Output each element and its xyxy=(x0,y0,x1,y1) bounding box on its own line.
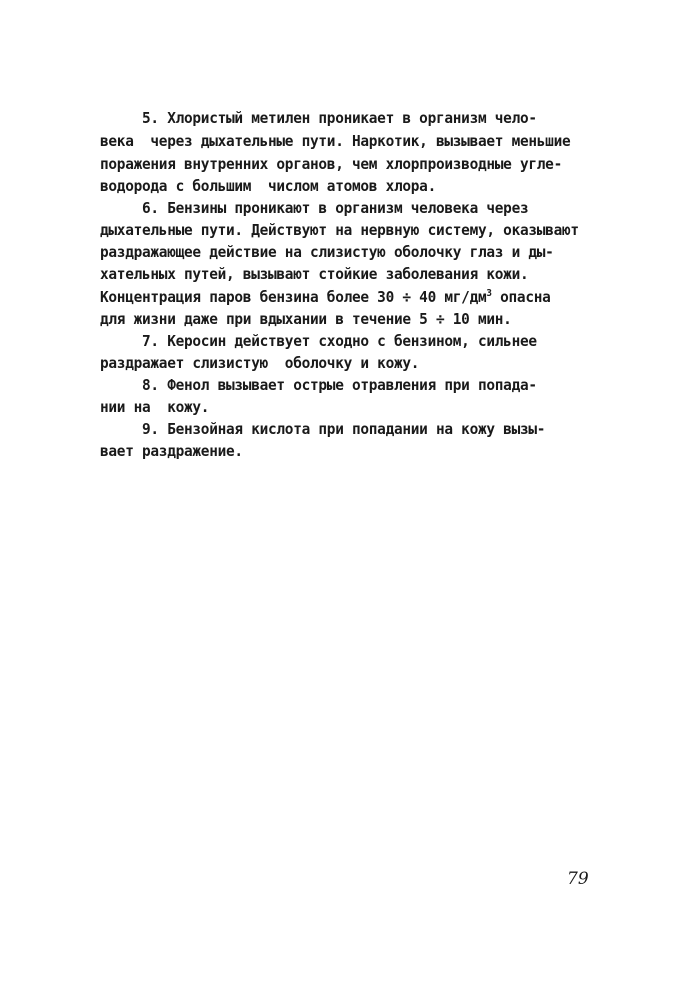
text-line xyxy=(100,287,551,307)
text-line: 9. Бензойная кислота при попадании на кожу вызы- xyxy=(100,420,546,438)
text-line: нии на кожу. xyxy=(100,398,210,416)
text-line: 7. Керосин действует сходно с бензином, сильнее xyxy=(100,332,537,350)
text-fragment: опасна xyxy=(491,288,551,306)
text-line: для жизни даже при вдыхании в течение 5 ÷ 10 мин. xyxy=(100,310,512,328)
text-line: раздражает слизистую оболочку и кожу. xyxy=(100,354,420,372)
page-number: 79 xyxy=(567,869,589,889)
superscript-exponent: 3 xyxy=(486,287,492,299)
text-line: хательных путей, вызывают стойкие заболевания кожи. xyxy=(100,265,529,283)
text-line: раздражающее действие на слизистую оболочку глаз и ды- xyxy=(100,243,554,261)
text-line: века через дыхательные пути. Наркотик, вызывает меньшие xyxy=(100,132,571,150)
text-line: 6. Бензины проникают в организм человека через xyxy=(100,199,529,217)
text-line: 8. Фенол вызывает острые отравления при попада- xyxy=(100,376,537,394)
text-line: поражения внутренних органов, чем хлорпроизводные угле- xyxy=(100,155,562,173)
text-line: дыхательные пути. Действуют на нервную систему, оказывают xyxy=(100,221,579,239)
text-line: водорода с большим числом атомов хлора. xyxy=(100,177,436,195)
text-fragment: Концентрация паров бензина более 30 ÷ 40 мг/дм xyxy=(100,288,487,306)
text-line: вает раздражение. xyxy=(100,442,243,460)
text-line: 5. Хлористый метилен проникает в организм чело- xyxy=(100,109,537,127)
